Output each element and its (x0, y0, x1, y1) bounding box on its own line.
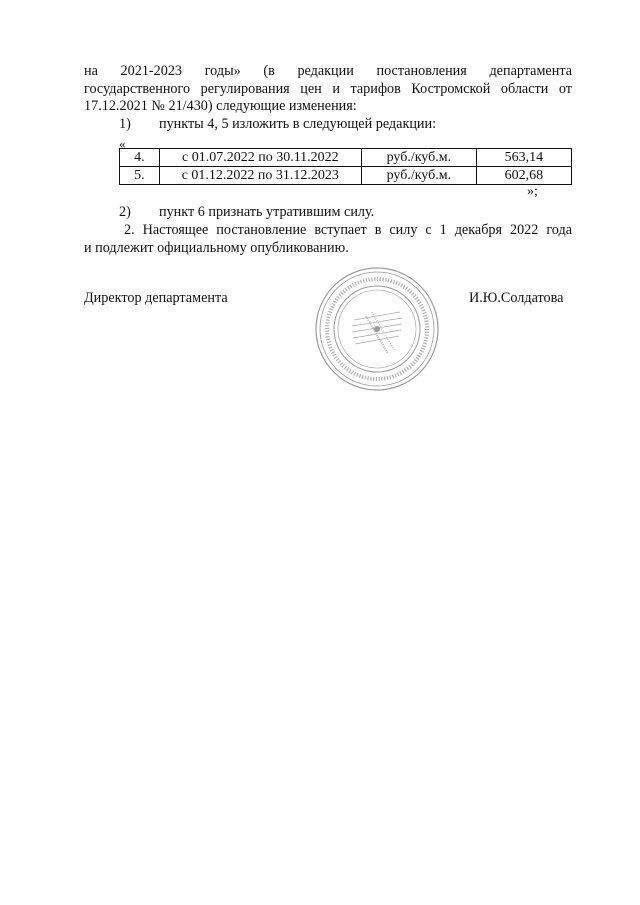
value-cell: 563,14 (476, 149, 571, 167)
table-row (120, 167, 572, 185)
paragraph-line: 17.12.2021 № 21/430) следующие изменения: (84, 98, 357, 114)
signatory-name: И.Ю.Солдатова (469, 290, 564, 306)
list-item-number: 2) (119, 204, 131, 220)
list-item-text: пункт 6 признать утратившим силу. (159, 204, 375, 220)
quote-open-mark: « (119, 136, 126, 151)
list-item-number: 1) (119, 116, 131, 132)
paragraph-line: государственного регулирования цен и тарифов Костромской области от (84, 80, 572, 97)
paragraph-line: на 2021-2023 годы» (в редакции постановления департамента (84, 63, 572, 79)
paragraph-line: 2. Настоящее постановление вступает в силу с 1 декабря 2022 года (124, 222, 572, 238)
signatory-position: Директор департамента (84, 290, 228, 306)
paragraph-effective (84, 222, 572, 257)
tariff-table (119, 148, 572, 185)
list-item-2 (119, 204, 374, 222)
period-cell: с 01.07.2022 по 30.11.2022 (159, 149, 361, 167)
table-row (120, 149, 572, 167)
unit-cell: руб./куб.м. (362, 149, 477, 167)
unit-cell: руб./куб.м. (362, 167, 477, 185)
paragraph-intro (84, 63, 572, 116)
list-item-text: пункты 4, 5 изложить в следующей редакции: (159, 116, 437, 132)
row-number-cell: 4. (120, 149, 160, 167)
official-seal-icon (314, 266, 440, 392)
value-cell: 602,68 (476, 167, 571, 185)
list-item-1 (119, 116, 436, 134)
quote-close-mark: »; (527, 184, 538, 199)
paragraph-line: и подлежит официальному опубликованию. (84, 239, 349, 256)
row-number-cell: 5. (120, 167, 160, 185)
period-cell: с 01.12.2022 по 31.12.2023 (159, 167, 361, 185)
